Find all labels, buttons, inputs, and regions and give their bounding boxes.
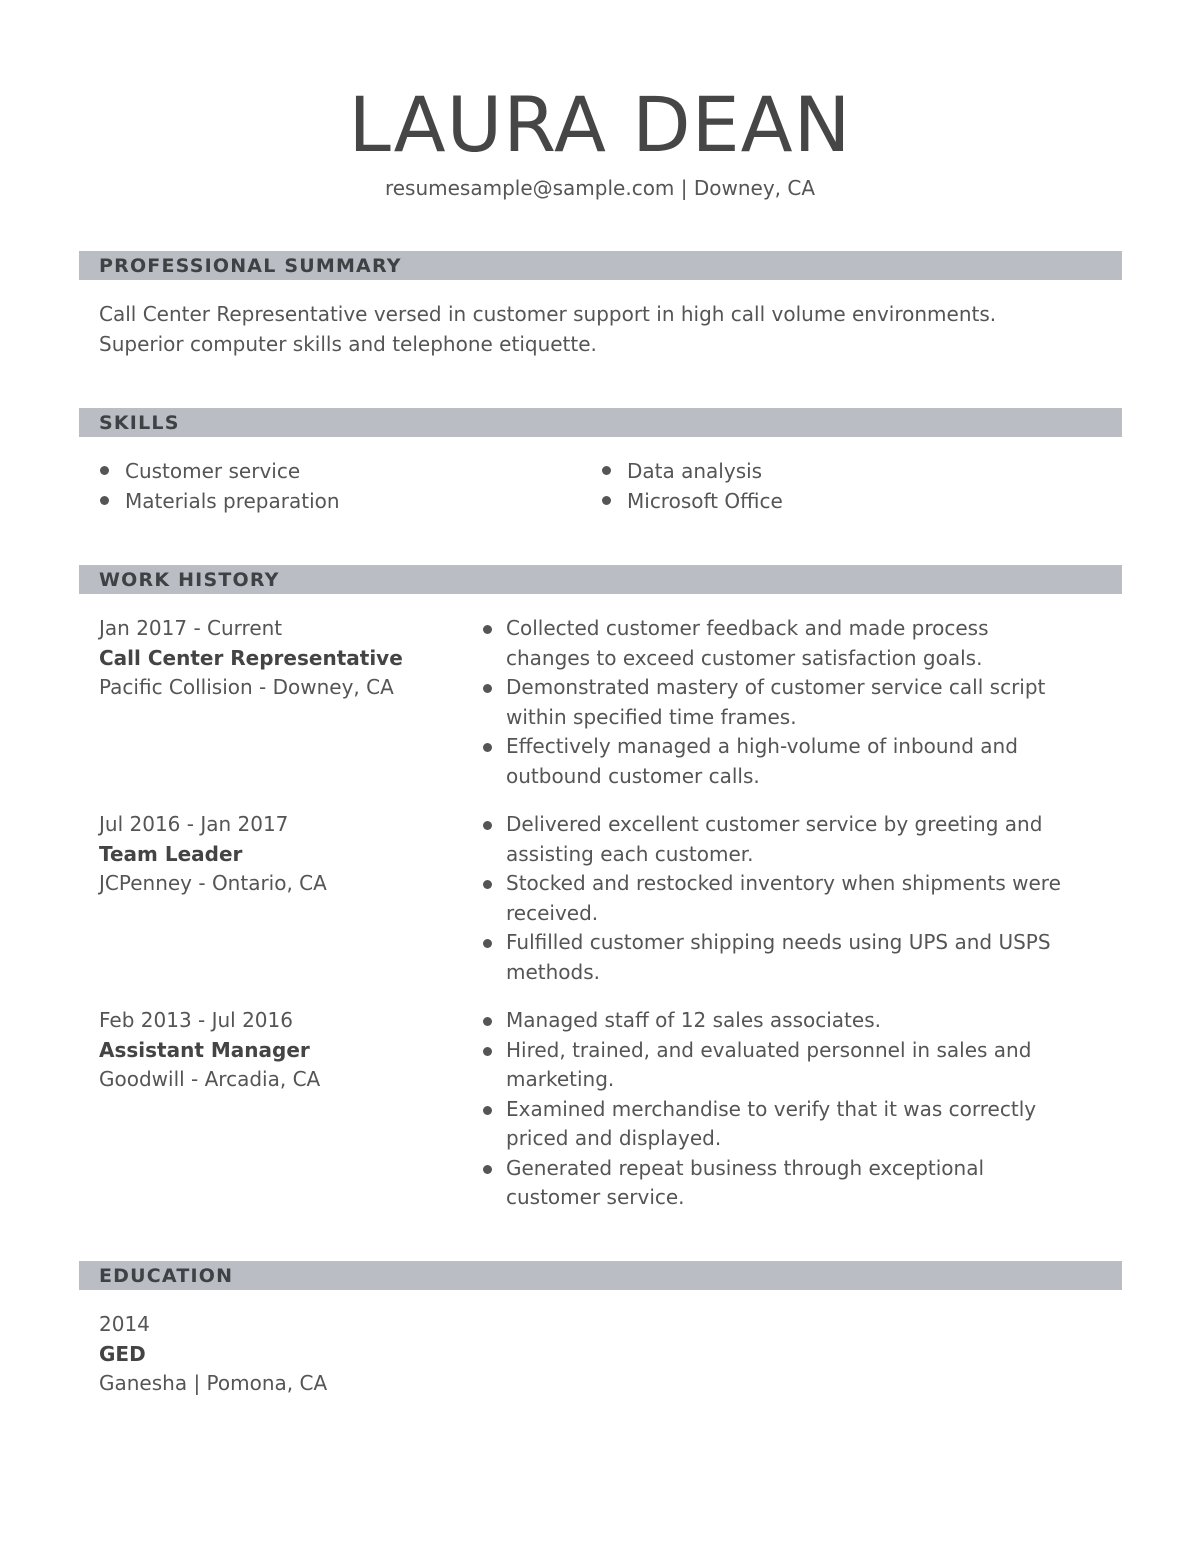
section-header-summary [79, 251, 1122, 280]
contact-line: resumesample@sample.com | Downey, CA [384, 176, 816, 200]
bullet-icon [602, 466, 611, 475]
job-company: Goodwill - Arcadia, CA [99, 1067, 321, 1091]
job-bullet: Managed staff of 12 sales associates. [481, 1006, 1061, 1036]
section-title: PROFESSIONAL SUMMARY [99, 255, 402, 277]
job-bullets [481, 810, 1091, 987]
job-bullet: Generated repeat business through exceptional customer service. [481, 1154, 1061, 1213]
summary-line: Call Center Representative versed in customer support in high call volume environments. [99, 302, 997, 326]
skill-label: Materials preparation [125, 489, 340, 513]
education-degree: GED [99, 1341, 146, 1366]
job-title: Call Center Representative [99, 645, 403, 670]
job-bullet: Collected customer feedback and made process changes to exceed customer satisfaction goals. [481, 614, 1051, 673]
skill-label: Customer service [125, 459, 301, 483]
job-bullet: Hired, trained, and evaluated personnel in sales and marketing. [481, 1036, 1061, 1095]
job-dates: Feb 2013 - Jul 2016 [99, 1008, 293, 1032]
job-bullet: Effectively managed a high-volume of inbound and outbound customer calls. [481, 732, 1051, 791]
summary-text [99, 300, 1099, 359]
job-bullet: Stocked and restocked inventory when shipments were received. [481, 869, 1091, 928]
education-year: 2014 [99, 1312, 150, 1336]
section-header-work [79, 565, 1122, 594]
section-header-education [79, 1261, 1122, 1290]
education-school: Ganesha | Pomona, CA [99, 1371, 328, 1395]
job-title: Assistant Manager [99, 1037, 310, 1062]
job-meta [99, 810, 459, 899]
job-bullets [481, 1006, 1061, 1213]
section-title: SKILLS [99, 412, 180, 434]
skill-item [100, 457, 300, 487]
job-bullet: Examined merchandise to verify that it was correctly priced and displayed. [481, 1095, 1061, 1154]
job-dates: Jul 2016 - Jan 2017 [99, 812, 289, 836]
job-title: Team Leader [99, 841, 243, 866]
job-dates: Jan 2017 - Current [99, 616, 283, 640]
skill-item [602, 457, 762, 487]
job-meta [99, 614, 459, 703]
resume-name: LAURA DEAN [348, 80, 852, 169]
job-bullets [481, 614, 1051, 791]
skill-item [100, 487, 340, 517]
summary-line: Superior computer skills and telephone etiquette. [99, 331, 597, 356]
job-bullet: Fulfilled customer shipping needs using UPS and USPS methods. [481, 928, 1091, 987]
bullet-icon [602, 496, 611, 505]
section-title: WORK HISTORY [99, 569, 280, 591]
job-bullet: Demonstrated mastery of customer service call script within specified time frames. [481, 673, 1051, 732]
education-entry [99, 1310, 327, 1399]
bullet-icon [100, 496, 109, 505]
job-company: JCPenney - Ontario, CA [99, 871, 327, 895]
skill-item [602, 487, 783, 517]
job-bullet: Delivered excellent customer service by greeting and assisting each customer. [481, 810, 1091, 869]
job-meta [99, 1006, 459, 1095]
section-header-skills [79, 408, 1122, 437]
section-title: EDUCATION [99, 1265, 234, 1287]
skill-label: Data analysis [627, 459, 763, 483]
job-company: Pacific Collision - Downey, CA [99, 675, 394, 699]
bullet-icon [100, 466, 109, 475]
skill-label: Microsoft Office [627, 489, 783, 513]
